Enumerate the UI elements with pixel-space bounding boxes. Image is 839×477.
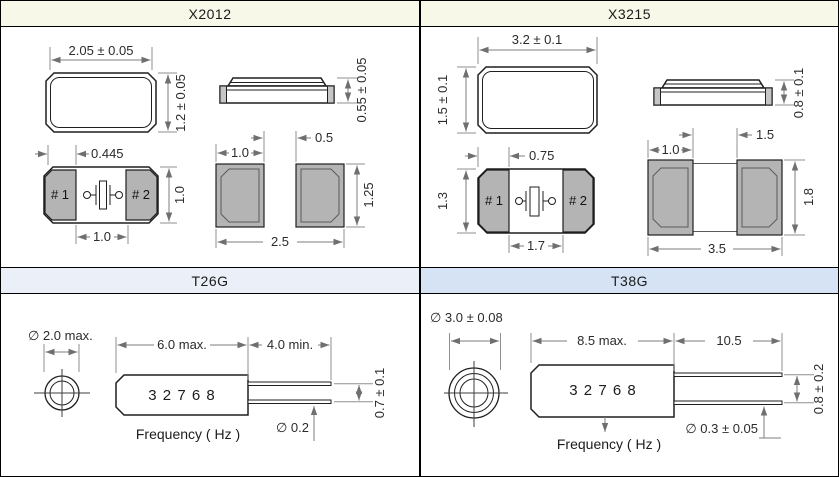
t38g-side-view bbox=[531, 333, 826, 452]
panel-title-t26g: T26G bbox=[191, 272, 229, 289]
panel-title-t38g: T38G bbox=[610, 272, 648, 289]
x2012-land-gap-dim: 0.5 bbox=[315, 130, 334, 145]
t38g-can-diameter-dim: ∅ 3.0 ± 0.08 bbox=[430, 310, 503, 325]
x2012-land-pad-height-dim: 1.25 bbox=[361, 182, 376, 208]
panel-title-x2012: X2012 bbox=[188, 5, 232, 22]
x2012-land-pad-left bbox=[216, 164, 264, 227]
x3215-drawing bbox=[421, 27, 838, 267]
x2012-pad-span-dim: 1.0 bbox=[92, 229, 112, 244]
x2012-top-view bbox=[46, 43, 188, 132]
x2012-bottom-height-dim: 1.0 bbox=[172, 185, 187, 205]
t26g-frequency-label: Frequency ( Hz ) bbox=[135, 426, 241, 442]
panel-header-x3215 bbox=[421, 0, 838, 27]
t26g-can-end-view bbox=[28, 328, 93, 417]
x3215-land-pad-left bbox=[648, 160, 693, 235]
x3215-bottom-view bbox=[435, 147, 594, 253]
x3215-land-pad-height-dim: 1.8 bbox=[801, 187, 816, 207]
x3215-side-view bbox=[654, 68, 806, 119]
panel-header-x2012 bbox=[1, 0, 419, 27]
x3215-pad2-label: # 2 bbox=[568, 193, 588, 208]
x2012-thickness-dim: 0.55 ± 0.05 bbox=[354, 57, 369, 123]
x2012-land-pattern bbox=[216, 130, 376, 249]
x2012-bottom-view bbox=[35, 145, 187, 244]
t26g-drawing bbox=[1, 294, 419, 475]
t38g-marking: 3 2 7 6 8 bbox=[569, 382, 637, 399]
x3215-pad1-label: # 1 bbox=[484, 193, 504, 208]
x3215-land-pad-width-dim: 1.0 bbox=[661, 142, 680, 157]
t26g-lead-bottom bbox=[248, 400, 331, 404]
panel-header-t26g bbox=[1, 267, 419, 294]
t26g-side-view bbox=[116, 337, 387, 442]
t38g-lead-spacing-dim: 0.8 ± 0.2 bbox=[811, 363, 826, 415]
x3215-bottom-height-dim: 1.3 bbox=[435, 191, 450, 211]
t38g-lead-bottom bbox=[674, 401, 782, 405]
t26g-lead-spacing-dim: 0.7 ± 0.1 bbox=[372, 367, 387, 419]
x2012-height-dim: 1.2 ± 0.05 bbox=[173, 74, 188, 132]
x2012-pad1-label: # 1 bbox=[50, 187, 70, 202]
x3215-height-dim: 1.5 ± 0.1 bbox=[435, 74, 450, 126]
x3215-pad-span-dim: 1.7 bbox=[526, 238, 546, 253]
t38g-lead-diameter-dim: ∅ 0.3 ± 0.05 bbox=[685, 421, 758, 436]
t26g-lead-diameter-dim: ∅ 0.2 bbox=[275, 420, 309, 435]
x2012-drawing bbox=[1, 27, 419, 267]
t38g-body-length-dim: 8.5 max. bbox=[577, 333, 627, 348]
x2012-pad2-label: # 2 bbox=[131, 187, 151, 202]
x3215-land-pattern bbox=[648, 127, 816, 256]
x3215-top-view bbox=[435, 32, 597, 133]
x3215-land-total-width-dim: 3.5 bbox=[707, 241, 727, 256]
x3215-land-gap-dim: 1.5 bbox=[756, 127, 775, 142]
x2012-land-pad-right bbox=[296, 164, 344, 227]
t26g-lead-length-dim: 4.0 min. bbox=[266, 337, 314, 352]
t38g-drawing bbox=[421, 294, 838, 475]
t38g-can-end-view bbox=[430, 310, 508, 427]
panel-title-x3215: X3215 bbox=[608, 5, 651, 22]
t38g-lead-top bbox=[674, 373, 782, 377]
t26g-lead-top bbox=[248, 382, 331, 386]
t38g-frequency-label: Frequency ( Hz ) bbox=[556, 436, 662, 452]
column-divider bbox=[419, 0, 421, 477]
x2012-land-total-width-dim: 2.5 bbox=[270, 234, 290, 249]
x3215-electrode-offset-dim: 0.75 bbox=[529, 148, 555, 163]
x2012-electrode-offset-dim: 0.445 bbox=[91, 146, 124, 161]
t26g-body-length-dim: 6.0 max. bbox=[157, 337, 207, 352]
x2012-width-dim: 2.05 ± 0.05 bbox=[68, 43, 134, 58]
t38g-lead-length-dim: 10.5 bbox=[716, 333, 742, 348]
x2012-land-pad-width-dim: 1.0 bbox=[230, 145, 250, 160]
t26g-can-diameter-dim: ∅ 2.0 max. bbox=[28, 328, 93, 343]
x3215-land-pad-right bbox=[737, 160, 782, 235]
x2012-side-view bbox=[220, 58, 369, 123]
x3215-thickness-dim: 0.8 ± 0.1 bbox=[791, 67, 806, 119]
x3215-width-dim: 3.2 ± 0.1 bbox=[511, 32, 563, 47]
t26g-marking: 3 2 7 6 8 bbox=[148, 387, 216, 404]
panel-header-t38g bbox=[421, 267, 838, 294]
